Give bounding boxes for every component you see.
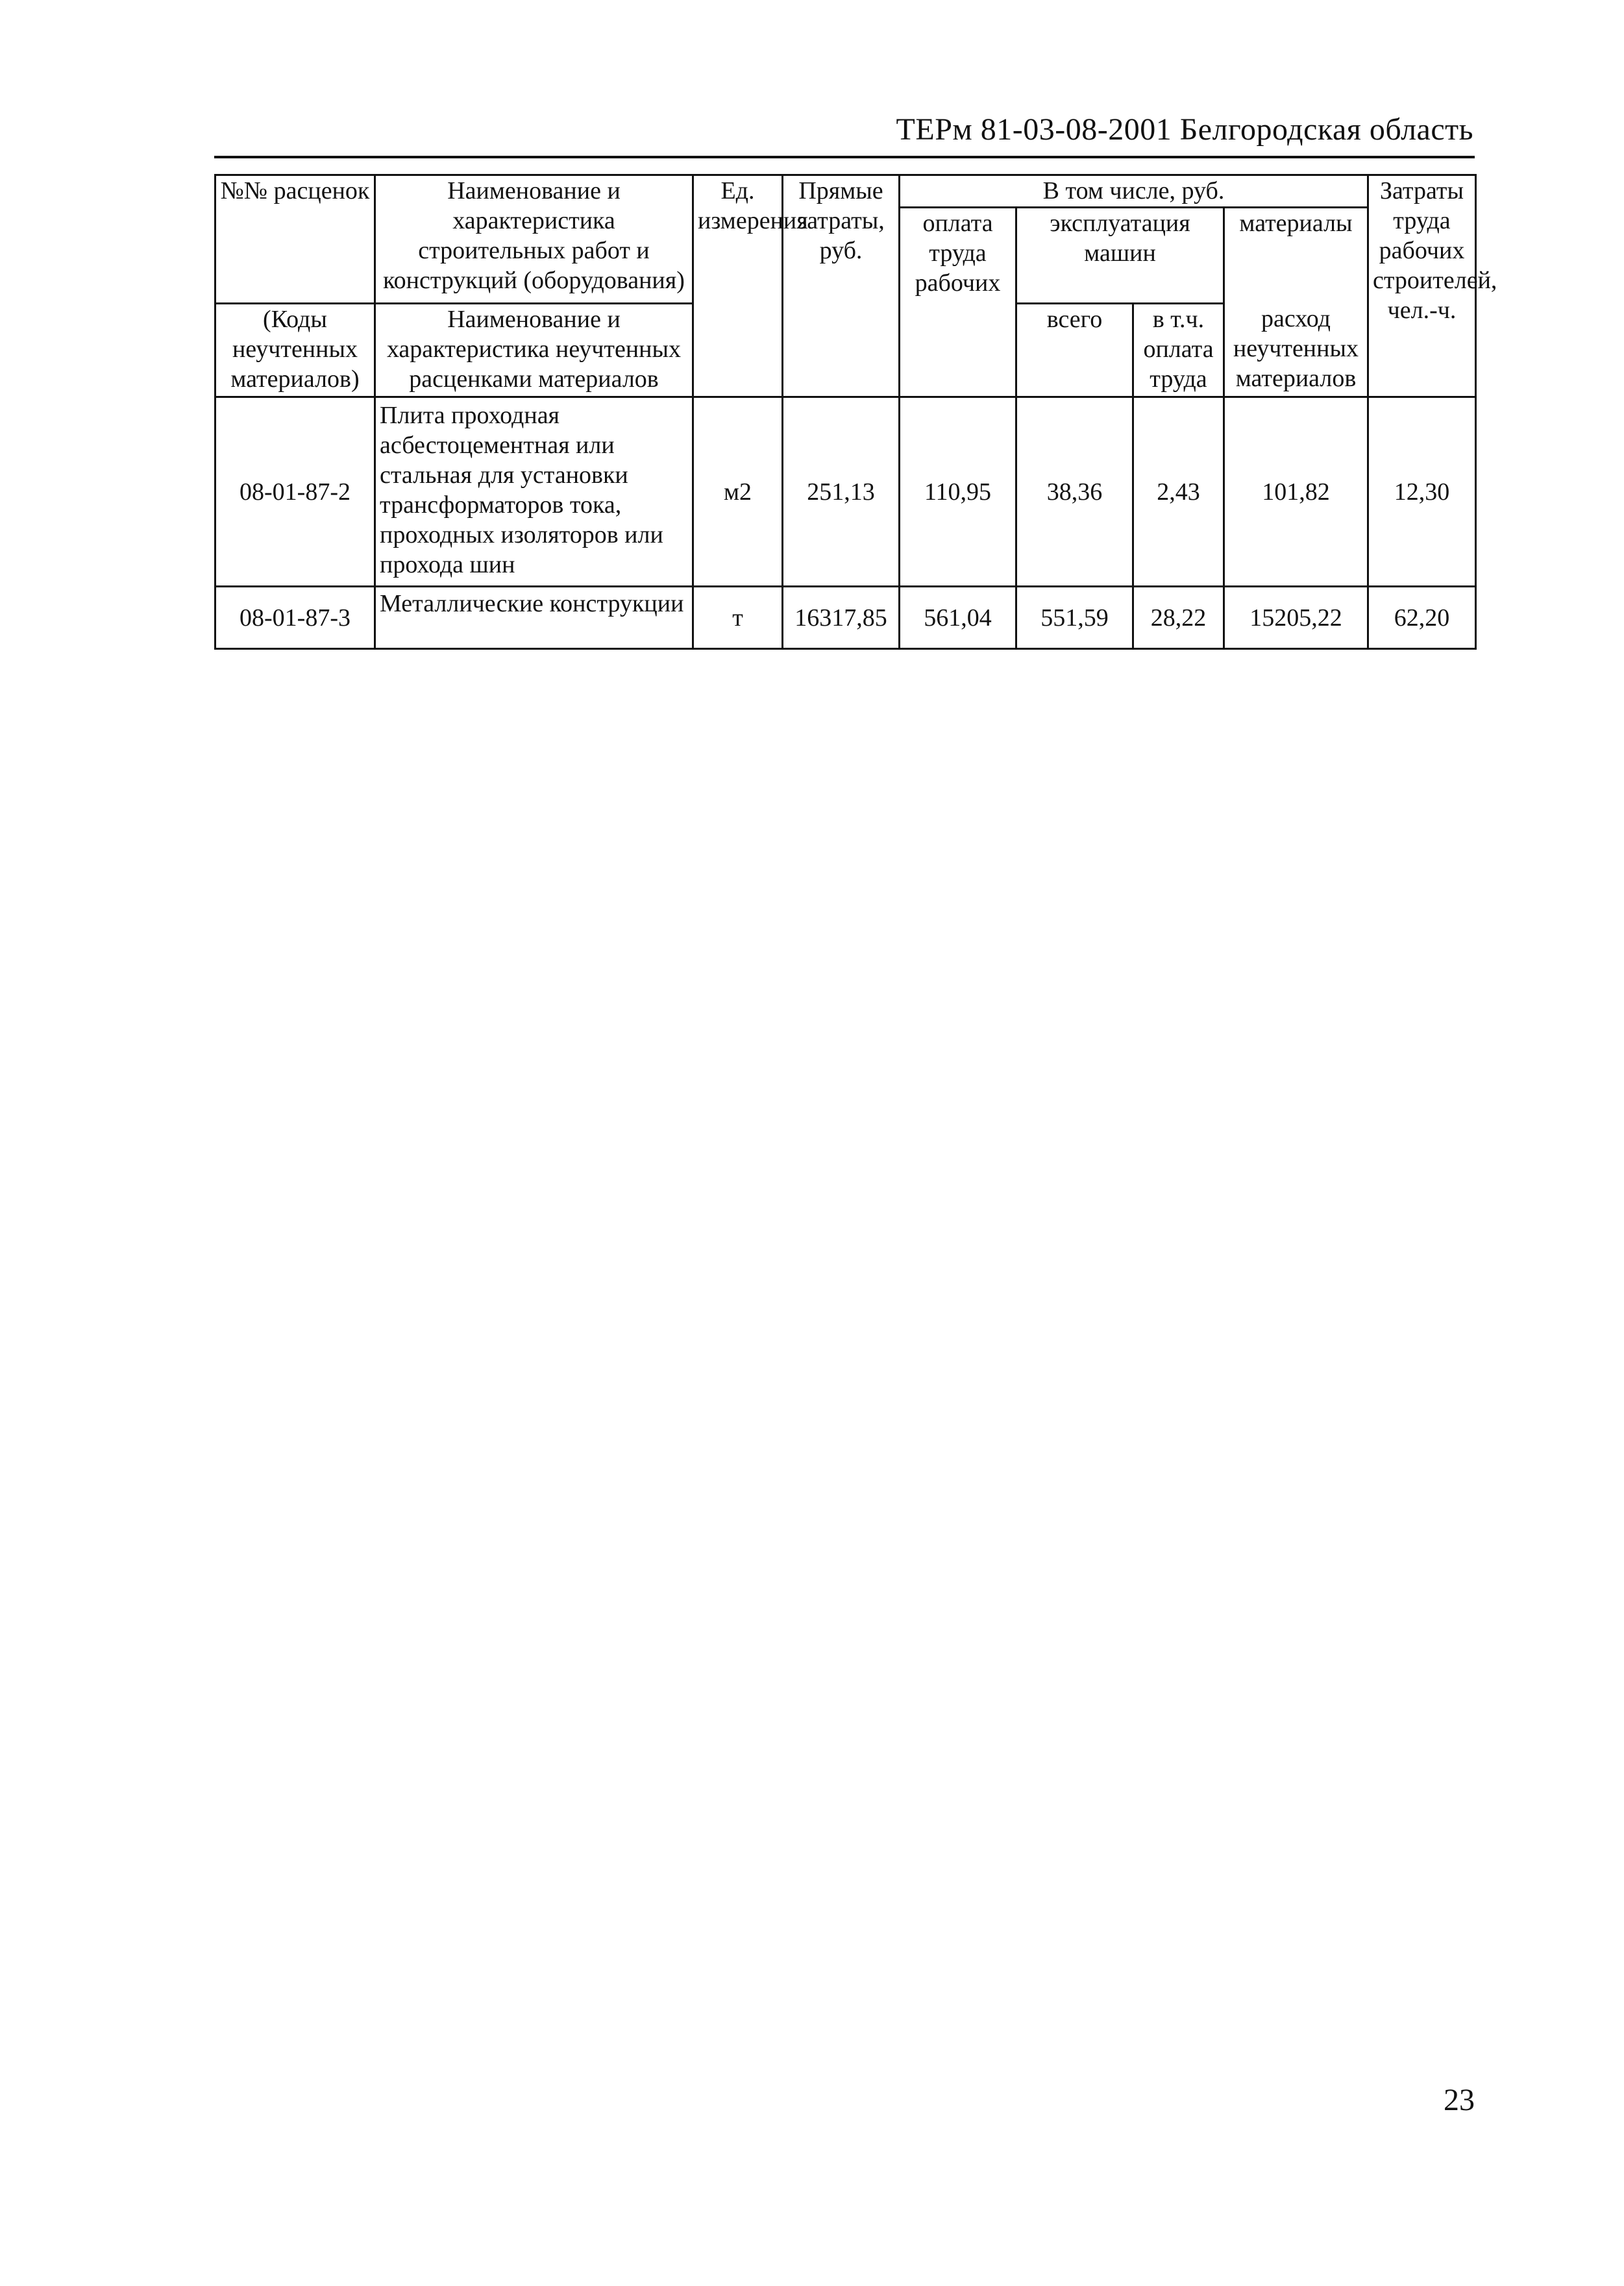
row-direct-costs: 251,13 <box>783 397 900 587</box>
header-including: В том числе, руб. <box>900 175 1368 208</box>
row-machines-wages: 2,43 <box>1133 397 1224 587</box>
page-number: 23 <box>1444 2083 1475 2117</box>
row-labor-costs: 12,30 <box>1368 397 1476 587</box>
header-materials-spacer <box>1224 253 1368 304</box>
header-direct-costs: Прямые затраты, руб. <box>783 175 900 397</box>
row-wages: 110,95 <box>900 397 1016 587</box>
header-wages: оплата труда рабочих <box>900 208 1016 397</box>
header-rule <box>214 156 1475 158</box>
table-header-row <box>215 175 1476 208</box>
header-unaccounted-codes: (Коды неучтенных материалов) <box>215 304 375 397</box>
header-code: №№ расценок <box>215 175 375 304</box>
header-labor-costs: Затраты труда рабочих строителей, чел.-ч. <box>1368 175 1476 397</box>
document-header: ТЕРм 81-03-08-2001 Белгородская область <box>896 112 1473 147</box>
row-machines-total: 551,59 <box>1016 587 1133 649</box>
row-unit: м2 <box>693 397 783 587</box>
row-direct-costs: 16317,85 <box>783 587 900 649</box>
table-row <box>215 587 1476 649</box>
header-materials: материалы <box>1224 208 1368 253</box>
header-materials-unaccounted: расход неучтенных материалов <box>1224 304 1368 397</box>
row-machines-wages: 28,22 <box>1133 587 1224 649</box>
row-code: 08-01-87-3 <box>215 587 375 649</box>
row-machines-total: 38,36 <box>1016 397 1133 587</box>
header-unit: Ед. измерения <box>693 175 783 397</box>
rates-table <box>214 174 1497 650</box>
row-labor-costs: 62,20 <box>1368 587 1476 649</box>
row-materials: 15205,22 <box>1224 587 1368 649</box>
row-name: Плита проходная асбестоцементная или стальная для установки трансформаторов тока, проходных изоляторов или прохода шин <box>375 397 693 587</box>
header-name: Наименование и характеристика строительных работ и конструкций (оборудования) <box>375 175 693 304</box>
header-machines-wages: в т.ч. оплата труда <box>1133 304 1224 397</box>
row-unit: т <box>693 587 783 649</box>
header-machines-total: всего <box>1016 304 1133 397</box>
header-machines: эксплуатация машин <box>1016 208 1224 304</box>
row-wages: 561,04 <box>900 587 1016 649</box>
row-materials: 101,82 <box>1224 397 1368 587</box>
header-unaccounted-name: Наименование и характеристика неучтенных расценками материалов <box>375 304 693 397</box>
row-code: 08-01-87-2 <box>215 397 375 587</box>
table-row <box>215 397 1476 587</box>
row-name: Металлические конструкции <box>375 587 693 649</box>
